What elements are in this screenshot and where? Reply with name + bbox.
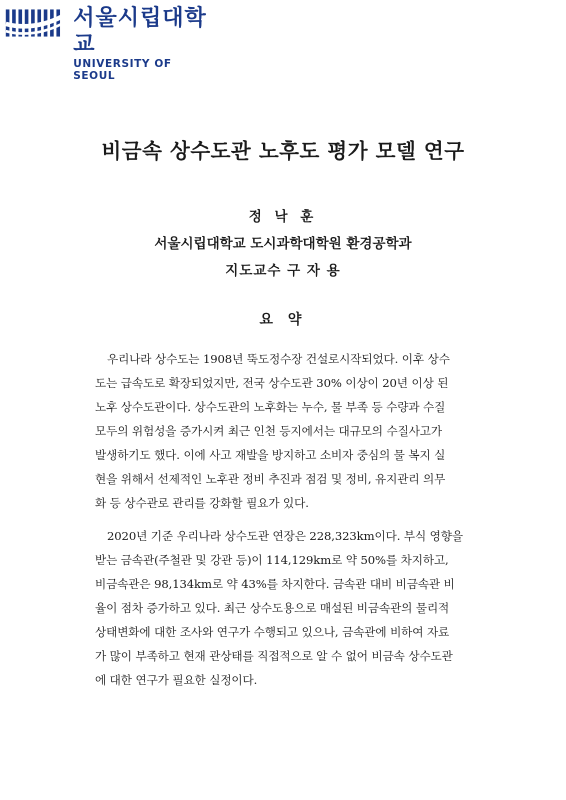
author-name: 정 낙 훈 bbox=[248, 209, 318, 225]
paper-title: 비금속 상수도관 노후도 평가 모델 연구 bbox=[101, 139, 465, 163]
author-affiliation: 서울시립대학교 도시과학대학원 환경공학과 bbox=[154, 236, 412, 252]
logo-korean-name: 서울시립대학교 bbox=[73, 6, 207, 57]
abstract-paragraph: 2020년 기준 우리나라 상수도관 연장은 228,323km이다. 부식 영향을 받는 금속관(주철관 및 강관 등)이 114,129km로 약 50%를 차지하고, 비금속관은 98,134km로 약 43%를 차지한다. 금속관 대비 비금속관 비 율이 점차 증가하고 있다. 최근 상수도용으로 매설된 비금속관의 물리적 상태변화에 대한 조사와 연구가 수행되고 있으나, 금속관에 비하여 자료 가 많이 부족하고 현재 관상태를 직접적으로 알 수 없어 비금속 상수도관 에 대한 연구가 필요한 실정이다. bbox=[95, 529, 463, 687]
advisor-name: 지도교수 구 자 용 bbox=[225, 263, 341, 279]
abstract-paragraph: 우리나라 상수도는 1908년 뚝도정수장 건설로시작되었다. 이후 상수 도는 급속도로 확장되었지만, 전국 상수도관 30% 이상이 20년 이상 된 노후 상수도관이다. 상수도관의 노후화는 누수, 물 부족 등 수량과 수질 모두의 위험성을 증가시켜 최근 인천 등지에서는 대규모의 수질사고가 발생하기도 했다. 이에 사고 재발을 방지하고 소비자 중심의 물 복지 실 현을 위해서 선제적인 노후관 정비 추진과 점검 및 정비, 유지관리 의무 화 등 상수관로 관리를 강화할 필요가 있다. bbox=[95, 352, 450, 510]
abstract-heading: 요 약 bbox=[259, 312, 307, 328]
logo-english-name: UNIVERSITY OF SEOUL bbox=[73, 58, 172, 82]
university-emblem-icon bbox=[4, 2, 67, 44]
university-logo bbox=[4, 2, 214, 82]
